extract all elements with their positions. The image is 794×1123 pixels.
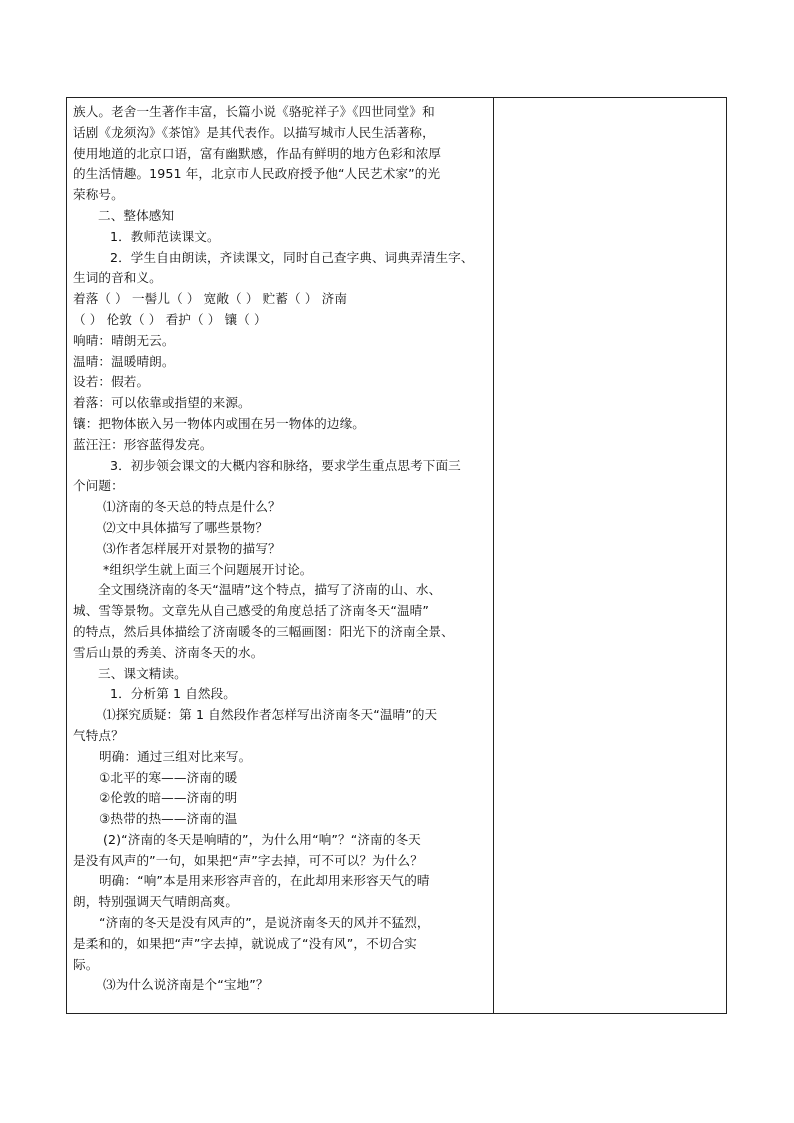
text-line-2: 话剧《龙须沟》《茶馆》是其代表作。以描写城市人民生活著称， bbox=[73, 124, 435, 140]
vocab-zhuoluo: 着落：可以依靠或指望的来源。 bbox=[73, 395, 251, 411]
section-heading-overall-perception: 二、整体感知 bbox=[98, 207, 175, 223]
vocab-lanwangwang: 蓝汪汪：形容蓝得发亮。 bbox=[73, 436, 213, 452]
text-line-1: 族人。老舍一生著作丰富，长篇小说《骆驼祥子》《四世同堂》和 bbox=[73, 104, 435, 119]
answer-xiang-1: 明确：“响”本是用来形容声音的，在此却用来形容天气的晴 bbox=[99, 873, 430, 889]
text-line-31: 气特点？ bbox=[73, 727, 124, 743]
inquiry-question-1: ⑴探究质疑：第 1 自然段作者怎样写出济南冬天“温晴”的天 bbox=[103, 707, 438, 723]
wind-explanation-2: 是柔和的，如果把“声”字去掉，就说成了“没有风”，不切合实 bbox=[73, 935, 417, 951]
question-treasure-land: ⑶为什么说济南是个“宝地”？ bbox=[103, 977, 269, 993]
wind-explanation-3: 际。 bbox=[73, 956, 99, 972]
comparison-3: ③热带的热——济南的温 bbox=[99, 811, 238, 827]
vocab-wenqing: 温晴：温暖晴朗。 bbox=[73, 353, 175, 369]
pronunciation-blanks-row-1: 着落（ ） 一髻儿（ ） 宽敞（ ） 贮蓄（ ） 济南 bbox=[73, 291, 348, 307]
answer-line-1: 明确：通过三组对比来写。 bbox=[99, 748, 252, 764]
text-line-19: 个问题： bbox=[73, 478, 124, 494]
question-1: ⑴济南的冬天总的特点是什么？ bbox=[103, 499, 281, 515]
question-xiang-2: 是没有风声的”一句，如果把“声”字去掉，可不可以？为什么？ bbox=[73, 852, 423, 868]
wind-explanation-1: “济南的冬天是没有风声的”，是说济南冬天的风并不猛烈， bbox=[99, 915, 430, 931]
text-line-3: 使用地道的北京口语，富有幽默感，作品有鲜明的地方色彩和浓厚 bbox=[73, 145, 442, 161]
step-3-understanding: 3．初步领会课文的大概内容和脉络，要求学生重点思考下面三 bbox=[110, 457, 461, 473]
pronunciation-blanks-row-2: （ ） 伦敦（ ） 看护（ ） 镶（ ） bbox=[73, 311, 267, 327]
text-line-4: 的生活情趣。1951 年，北京市人民政府授予他“人民艺术家”的光 bbox=[73, 166, 441, 182]
notes-cell bbox=[494, 98, 726, 1013]
summary-line-1: 全文围绕济南的冬天“温晴”这个特点，描写了济南的山、水、 bbox=[98, 582, 442, 598]
section-heading-close-reading: 三、课文精读。 bbox=[98, 665, 187, 681]
question-3: ⑶作者怎样展开对景物的描写？ bbox=[103, 540, 281, 556]
vocab-xiang: 镶：把物体嵌入另一物体内或围在另一物体的边缘。 bbox=[73, 415, 365, 431]
vocab-sheruo: 设若：假若。 bbox=[73, 374, 150, 390]
question-2: ⑵文中具体描写了哪些景物？ bbox=[103, 519, 269, 535]
question-xiang-1: (2)“济南的冬天是响晴的”，为什么用“响”？“济南的冬天 bbox=[103, 831, 421, 847]
summary-line-3: 的特点，然后具体描绘了济南暖冬的三幅画图：阳光下的济南全景、 bbox=[73, 623, 454, 639]
answer-xiang-2: 朗，特别强调天气晴朗高爽。 bbox=[73, 894, 239, 910]
summary-line-2: 城、雪等景物。文章先从自己感受的角度总括了济南冬天“温晴” bbox=[73, 603, 429, 619]
vocab-xiangqing: 响晴：晴朗无云。 bbox=[73, 332, 175, 348]
step-1-teacher-reading: 1．教师范读课文。 bbox=[110, 228, 220, 244]
summary-line-4: 雪后山景的秀美、济南冬天的水。 bbox=[73, 644, 264, 660]
comparison-2: ②伦敦的暗——济南的明 bbox=[99, 790, 238, 806]
text-line-9: 生词的音和义。 bbox=[73, 270, 162, 286]
lesson-content-cell bbox=[73, 102, 487, 996]
text-line-5: 荣称号。 bbox=[73, 187, 124, 203]
analysis-paragraph-1: 1．分析第 1 自然段。 bbox=[110, 686, 236, 702]
step-2-student-reading: 2．学生自由朗读，齐读课文，同时自己查字典、词典弄清生字、 bbox=[110, 249, 474, 265]
lesson-plan-table bbox=[66, 97, 727, 1014]
discussion-note: *组织学生就上面三个问题展开讨论。 bbox=[103, 561, 313, 577]
comparison-1: ①北平的寒——济南的暖 bbox=[99, 769, 238, 785]
